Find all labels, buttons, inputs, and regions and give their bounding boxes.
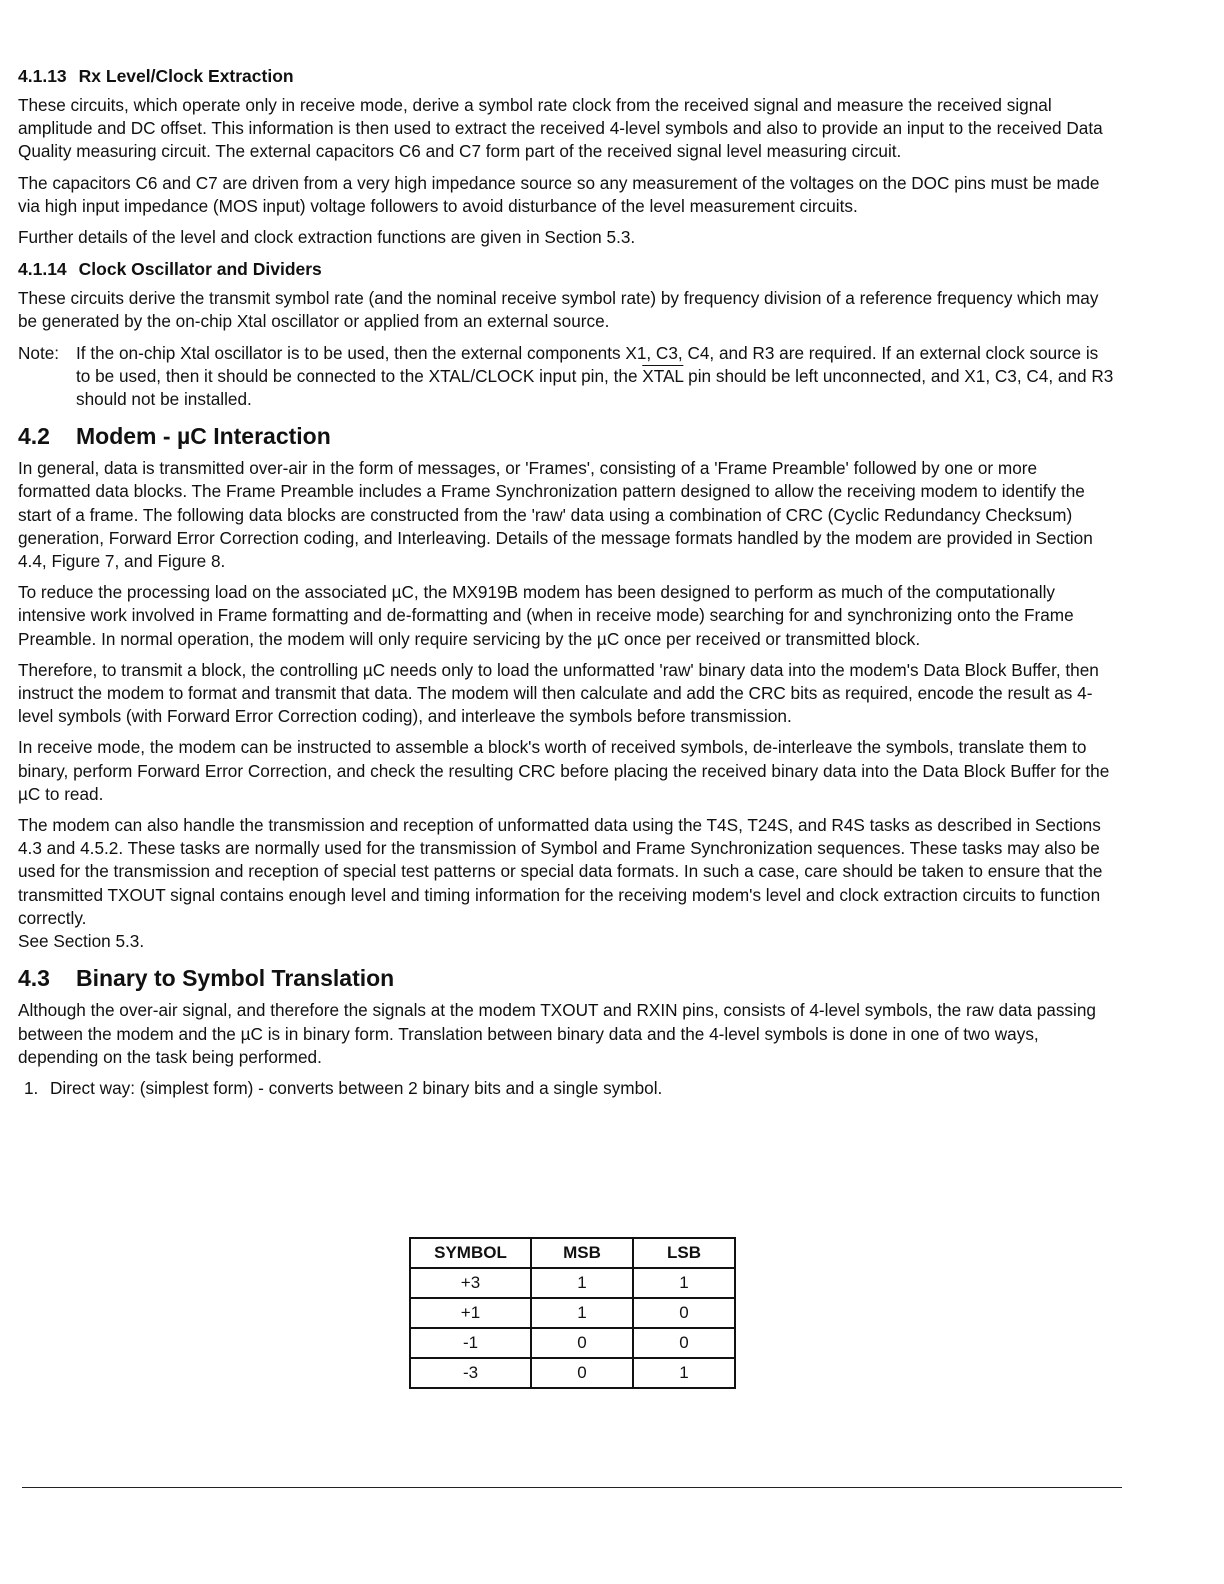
- note-text-part2: pin should be left unconnected, and X1, C3, C4, and R3 should not be installed.: [76, 365, 1114, 410]
- list-item: [24, 1077, 1114, 1100]
- document-page: [18, 64, 1114, 1114]
- section-heading-4-3: [18, 963, 1114, 993]
- section-number: 4.1.14: [18, 259, 67, 280]
- paragraph: The capacitors C6 and C7 are driven from a very high impedance source so any measurement of the voltages on the DOC pins must be made via high input impedance (MOS input) voltage followers to avoid disturbance of the level measurement circuits.: [18, 172, 1100, 216]
- note-text-part1: If the on-chip Xtal oscillator is to be used, then the external components X1, C3, C4, and R3 are required. If an external clock source is to be used, then it should be connected to the XTAL/CLOCK input pin, the: [76, 342, 1099, 386]
- footer-rule: [22, 1487, 1122, 1488]
- paragraph: These circuits derive the transmit symbol rate (and the nominal receive symbol rate) by frequency division of a reference frequency which may be generated by the on-chip Xtal oscillator or applied from an external source.: [18, 288, 1099, 332]
- paragraph: [18, 814, 1114, 953]
- paragraph: These circuits, which operate only in receive mode, derive a symbol rate clock from the received signal and measure the received signal amplitude and DC offset. This information is then used to extract the received 4-level symbols and also to provide an input to the received Data Quality measuring circuit. The external capacitors C6 and C7 form part of the received signal level measuring circuit.: [18, 95, 1103, 162]
- table-cell: -1: [410, 1328, 531, 1358]
- section-title: Modem - µC Interaction: [76, 423, 331, 450]
- section-heading-4-2: [18, 421, 1114, 451]
- column-header: LSB: [633, 1238, 735, 1268]
- table-row: [410, 1328, 735, 1358]
- paragraph-tail: See Section 5.3.: [18, 931, 145, 952]
- paragraph-text: The modem can also handle the transmission and reception of unformatted data using the T4S, T24S, and R4S tasks as described in Sections 4.3 and 4.5.2. These tasks are normally used for the transmission of Symbol and Frame Synchronization sequences. These tasks may also be used for the transmission and reception of special test patterns or special data formats. In such a case, care should be taken to ensure that the transmitted TXOUT signal contains enough level and timing information for the receiving modem's level and clock extraction circuits to function correctly.: [18, 815, 1103, 928]
- table-header-row: [410, 1238, 735, 1268]
- note-body: [76, 342, 1114, 412]
- table-cell: 0: [633, 1298, 735, 1328]
- paragraph: Further details of the level and clock extraction functions are given in Section 5.3.: [18, 227, 636, 248]
- section-title: Rx Level/Clock Extraction: [78, 66, 294, 86]
- table-cell: +3: [410, 1268, 531, 1298]
- list-index: 1.: [24, 1077, 39, 1098]
- table-row: [410, 1298, 735, 1328]
- paragraph: In general, data is transmitted over-air in the form of messages, or 'Frames', consisting of a 'Frame Preamble' followed by one or more formatted data blocks. The Frame Preamble includes a Frame Synchronization pattern designed to allow the receiving modem to identify the start of a frame. The following data blocks are constructed from the 'raw' data using a combination of CRC (Cyclic Redundancy Checksum) generation, Forward Error Correction coding, and Interleaving. Details of the message formats handled by the modem are provided in Section 4.4, Figure 7, and Figure 8.: [18, 458, 1093, 572]
- paragraph: Although the over-air signal, and therefore the signals at the modem TXOUT and RXIN pins, consists of 4-level symbols, the raw data passing between the modem and the µC is in binary form. Translation between binary data and the 4-level symbols is done in one of two ways, depending on the task being performed.: [18, 1000, 1096, 1067]
- section-number: 4.1.13: [18, 66, 67, 86]
- table-cell: 1: [531, 1268, 633, 1298]
- xtal-pin-name: XTAL: [642, 365, 684, 386]
- table-cell: 1: [633, 1358, 735, 1388]
- paragraph: Therefore, to transmit a block, the controlling µC needs only to load the unformatted 'raw' binary data into the modem's Data Block Buffer, then instruct the modem to format and transmit that data. The modem will then calculate and add the CRC bits as required, encode the result as 4-level symbols (with Forward Error Correction coding), and interleave the symbols before transmission.: [18, 659, 1099, 727]
- table-cell: 1: [633, 1268, 735, 1298]
- section-number: 4.2: [18, 423, 50, 450]
- table-cell: 0: [633, 1328, 735, 1358]
- section-heading-4-1-13: [18, 64, 1114, 88]
- column-header: MSB: [531, 1238, 633, 1268]
- table-cell: 0: [531, 1358, 633, 1388]
- section-title: Binary to Symbol Translation: [76, 965, 395, 992]
- table-cell: 1: [531, 1298, 633, 1328]
- list-text: Direct way: (simplest form) - converts between 2 binary bits and a single symbol.: [50, 1077, 663, 1098]
- section-heading-4-1-14: [18, 257, 1114, 281]
- note: [18, 342, 1114, 412]
- table-row: [410, 1268, 735, 1298]
- table-cell: +1: [410, 1298, 531, 1328]
- table-cell: -3: [410, 1358, 531, 1388]
- note-label: Note:: [18, 342, 60, 363]
- table-row: [410, 1358, 735, 1388]
- section-title: Clock Oscillator and Dividers: [78, 259, 322, 280]
- section-number: 4.3: [18, 965, 50, 992]
- paragraph: In receive mode, the modem can be instructed to assemble a block's worth of received symbols, de-interleave the symbols, translate them to binary, perform Forward Error Correction, and check the resulting CRC before placing the received binary data into the Data Block Buffer for the µC to read.: [18, 737, 1110, 804]
- column-header: SYMBOL: [410, 1238, 531, 1268]
- paragraph: To reduce the processing load on the associated µC, the MX919B modem has been designed to perform as much of the computationally intensive work involved in Frame formatting and de-formatting and (when in receive mode) searching for and synchronizing onto the Frame Preamble. In normal operation, the modem will only require servicing by the µC once per received or transmitted block.: [18, 582, 1074, 649]
- symbol-translation-table: [409, 1237, 736, 1389]
- table-cell: 0: [531, 1328, 633, 1358]
